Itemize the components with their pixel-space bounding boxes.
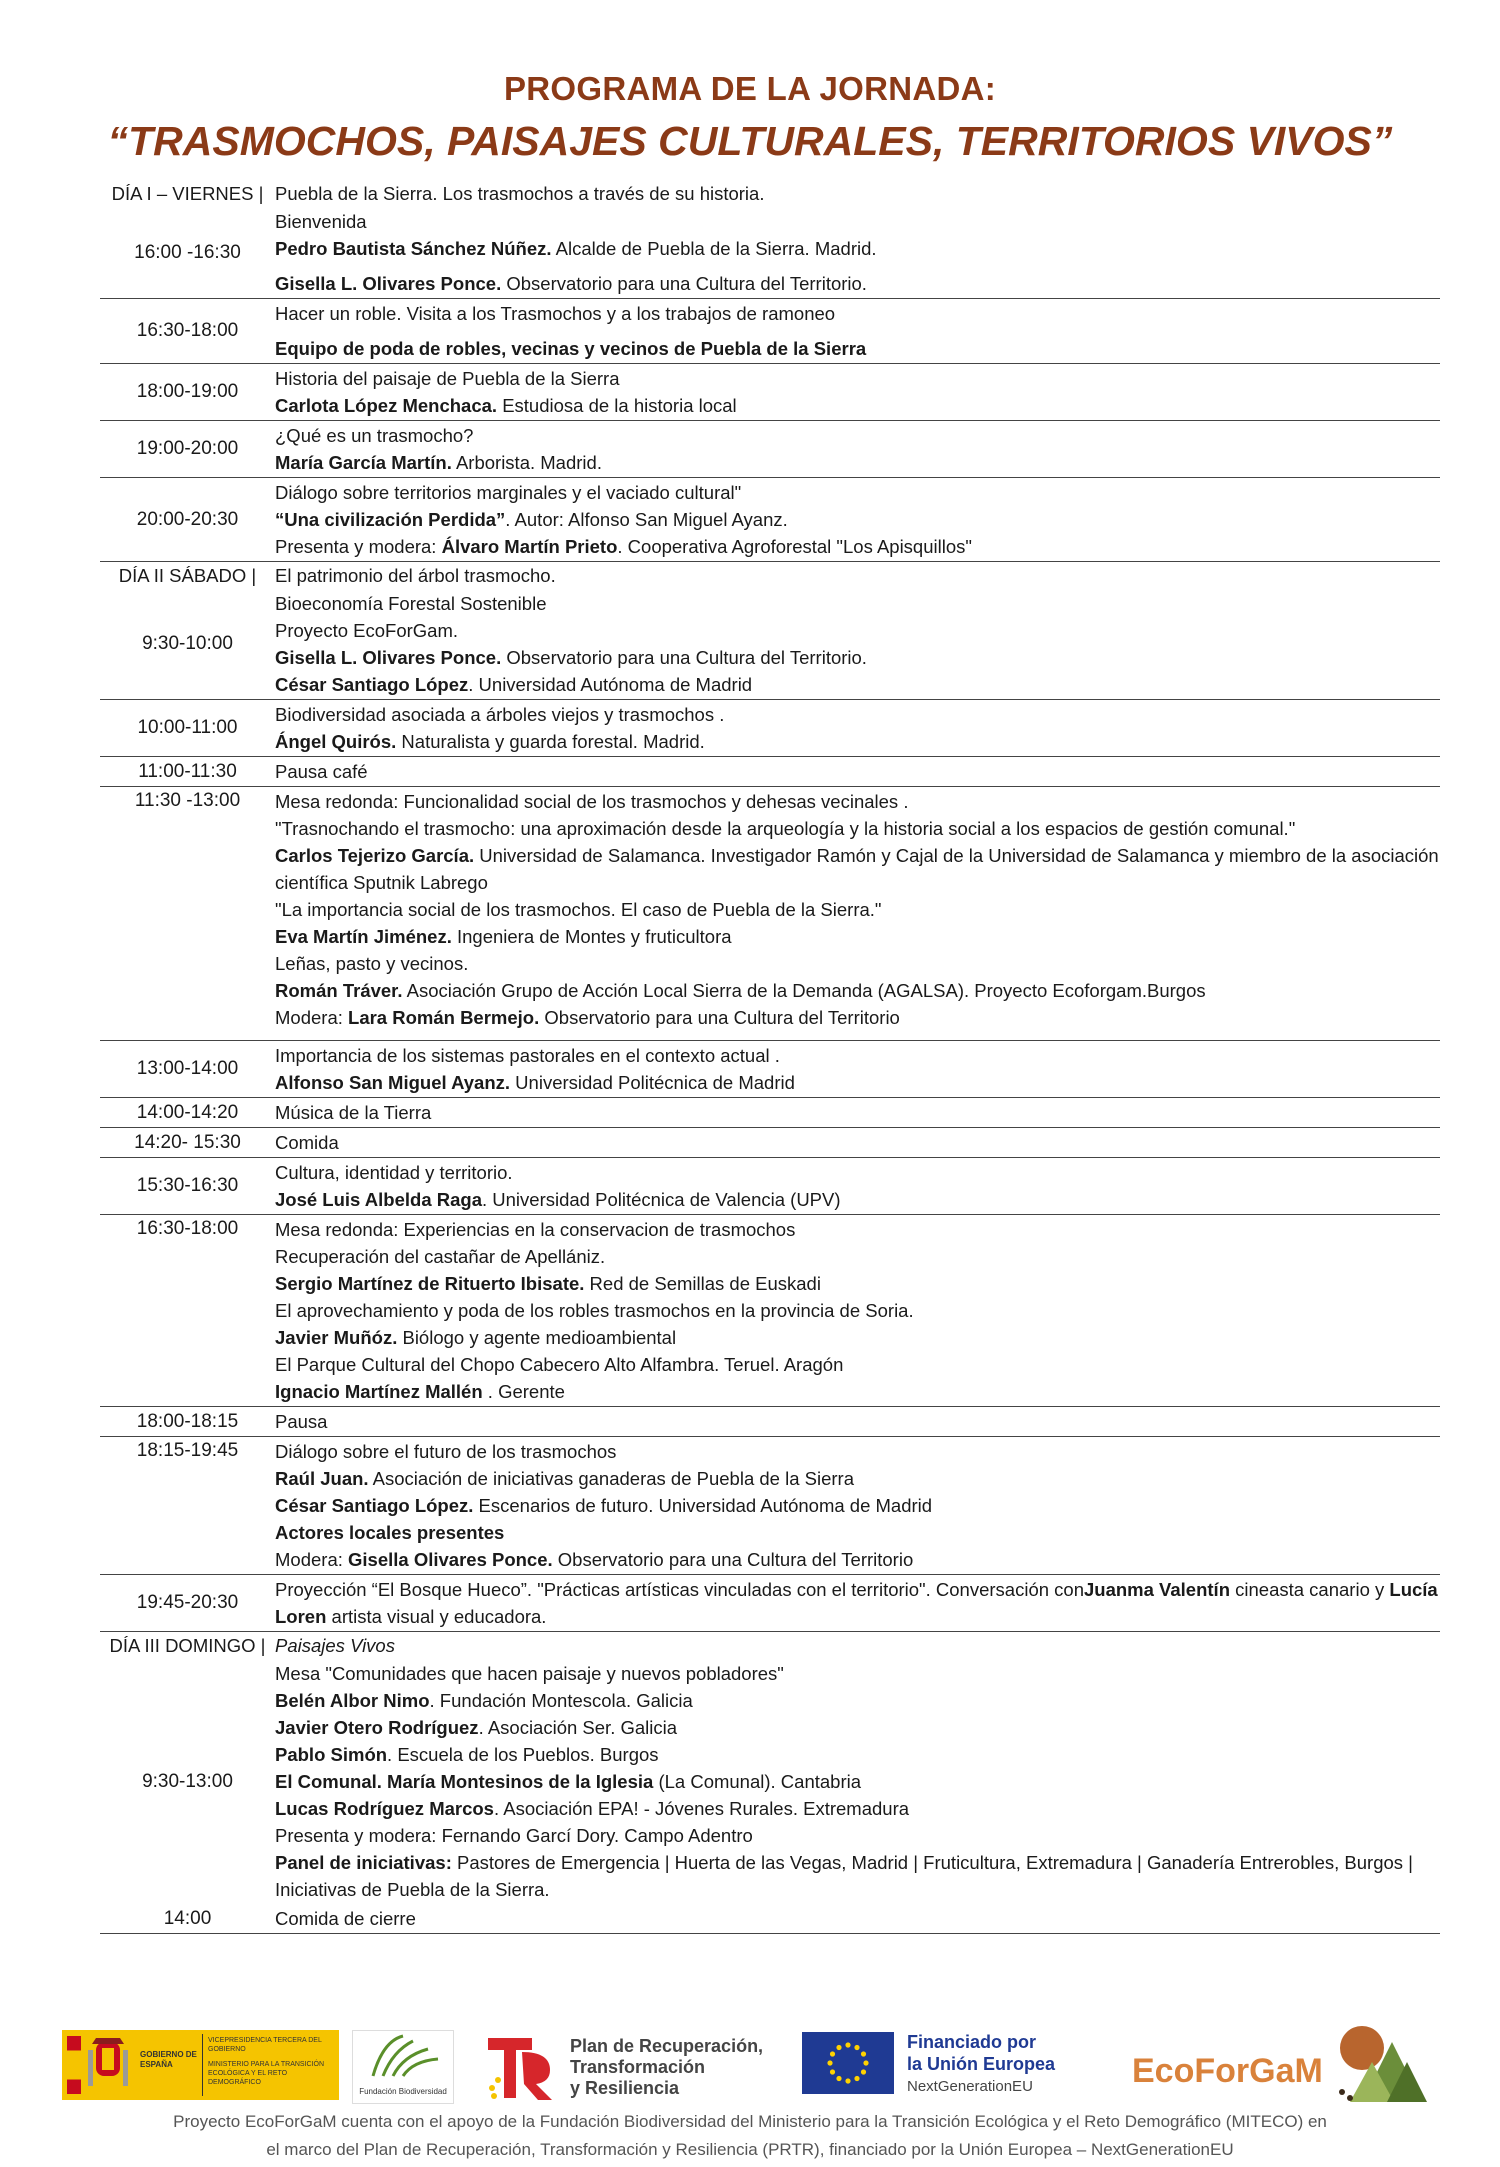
session-line: Sergio Martínez de Rituerto Ibisate. Red de Semillas de Euskadi xyxy=(275,1273,821,1294)
session-line: Presenta y modera: Álvaro Martín Prieto. Cooperativa Agroforestal "Los Apisquillos" xyxy=(275,536,972,557)
session-row xyxy=(100,787,1440,1041)
session-line: El Parque Cultural del Chopo Cabecero Alto Alfambra. Teruel. Aragón xyxy=(275,1354,844,1375)
day-theme: El patrimonio del árbol trasmocho. xyxy=(275,565,556,586)
eu-text: la Unión Europea xyxy=(907,2054,1056,2074)
session-line: Gisella L. Olivares Ponce. Observatorio para una Cultura del Territorio. xyxy=(275,273,867,294)
session-line: ¿Qué es un trasmocho? xyxy=(275,425,474,446)
session-line: Diálogo sobre el futuro de los trasmochos xyxy=(275,1441,617,1462)
session-row xyxy=(100,1904,1440,1934)
session-line: María García Martín. Arborista. Madrid. xyxy=(275,452,602,473)
session-line: Modera: Gisella Olivares Ponce. Observatorio para una Cultura del Territorio xyxy=(275,1549,914,1570)
spain-flag-icon xyxy=(67,2036,81,2094)
session-row xyxy=(100,757,1440,787)
session-time: 19:00-20:00 xyxy=(136,438,239,459)
session-row xyxy=(100,589,1440,700)
session-line: Ignacio Martínez Mallén . Gerente xyxy=(275,1381,565,1402)
day-1-header xyxy=(100,180,1440,207)
session-line: Lucas Rodríguez Marcos. Asociación EPA! - Jóvenes Rurales. Extremadura xyxy=(275,1798,910,1819)
session-line: César Santiago López. Escenarios de futuro. Universidad Autónoma de Madrid xyxy=(275,1495,933,1516)
session-time: 16:30-18:00 xyxy=(136,320,239,341)
session-time: 18:00-19:00 xyxy=(136,381,239,402)
day-label: DÍA I – VIERNES | xyxy=(111,183,264,204)
session-row xyxy=(100,700,1440,757)
session-line: Presenta y modera: Fernando Garcí Dory. Campo Adentro xyxy=(275,1825,753,1846)
day-2-header xyxy=(100,562,1440,589)
session-row xyxy=(100,299,1440,364)
ecoforgam-text: EcoForGaM xyxy=(1132,2052,1323,2090)
footer-line: el marco del Plan de Recuperación, Transformación y Resiliencia (PRTR), financiado por la Unión Europea – NextGenerationEU xyxy=(266,2140,1234,2159)
prtr-text: Plan de Recuperación, xyxy=(570,2036,764,2056)
session-line: César Santiago López. Universidad Autónoma de Madrid xyxy=(275,674,753,695)
prtr-icon xyxy=(482,2032,562,2102)
session-line: "Trasnochando el trasmocho: una aproximación desde la arqueología y la historia social a los espacios de gestión comunal." xyxy=(275,818,1296,839)
session-line: Raúl Juan. Asociación de iniciativas ganaderas de Puebla de la Sierra xyxy=(275,1468,854,1489)
session-time: 11:00-11:30 xyxy=(138,760,237,782)
session-time: 11:30 -13:00 xyxy=(134,790,241,811)
session-line: Panel de iniciativas: Pastores de Emergencia | Huerta de las Vegas, Madrid | Fruticultura, Extremadura | Ganadería Entrerobles, Burgos | Iniciativas de Puebla de la Sierra. xyxy=(275,1852,1413,1900)
session-line: Importancia de los sistemas pastorales en el contexto actual . xyxy=(275,1045,780,1066)
session-line: Comida de cierre xyxy=(275,1908,416,1929)
session-time: 18:00-18:15 xyxy=(136,1410,239,1432)
session-time: 9:30-10:00 xyxy=(142,633,233,654)
session-line: Bienvenida xyxy=(275,211,367,232)
session-time: 16:00 -16:30 xyxy=(134,241,241,263)
day-label: DÍA III DOMINGO | xyxy=(109,1635,266,1656)
session-line: Bioeconomía Forestal Sostenible xyxy=(275,593,547,614)
session-row xyxy=(100,1659,1440,1904)
session-line: Román Tráver. Asociación Grupo de Acción Local Sierra de la Demanda (AGALSA). Proyecto Ecoforgam.Burgos xyxy=(275,980,1206,1001)
session-line: Carlota López Menchaca. Estudiosa de la historia local xyxy=(275,395,737,416)
session-line: El aprovechamiento y poda de los robles trasmochos en la provincia de Soria. xyxy=(275,1300,914,1321)
session-line: El Comunal. María Montesinos de la Iglesia (La Comunal). Cantabria xyxy=(275,1771,862,1792)
session-time: 9:30-13:00 xyxy=(142,1770,233,1792)
fb-text: Fundación Biodiversidad xyxy=(359,2087,447,2096)
session-line: Carlos Tejerizo García. Universidad de Salamanca. Investigador Ramón y Cajal de la Universidad de Salamanca y miembro de la asociación científica Sputnik Labrego xyxy=(275,845,1439,893)
session-time: 15:30-16:30 xyxy=(136,1175,239,1196)
session-line: Pausa xyxy=(275,1411,328,1432)
session-row xyxy=(100,1575,1440,1632)
session-line: Gisella L. Olivares Ponce. Observatorio para una Cultura del Territorio. xyxy=(275,647,867,668)
session-line: Diálogo sobre territorios marginales y el vaciado cultural" xyxy=(275,482,742,503)
session-row xyxy=(100,1437,1440,1575)
session-line: Belén Albor Nimo. Fundación Montescola. Galicia xyxy=(275,1690,693,1711)
session-line: Actores locales presentes xyxy=(275,1522,505,1543)
session-line: Equipo de poda de robles, vecinas y vecinos de Puebla de la Sierra xyxy=(275,338,867,359)
prtr-text: Transformación xyxy=(570,2057,706,2077)
session-line: Pablo Simón. Escuela de los Pueblos. Burgos xyxy=(275,1744,659,1765)
session-row xyxy=(100,1158,1440,1215)
footer-note xyxy=(0,2108,1500,2164)
session-line: Cultura, identidad y territorio. xyxy=(275,1162,513,1183)
session-line: Biodiversidad asociada a árboles viejos y trasmochos . xyxy=(275,704,725,725)
session-time: 19:45-20:30 xyxy=(136,1592,239,1613)
session-line: Modera: Lara Román Bermejo. Observatorio para una Cultura del Territorio xyxy=(275,1007,900,1028)
eu-text: NextGenerationEU xyxy=(907,2078,1033,2095)
session-line: Música de la Tierra xyxy=(275,1102,432,1123)
prtr-text: y Resiliencia xyxy=(570,2078,680,2098)
session-time: 14:20- 15:30 xyxy=(134,1131,241,1153)
session-row xyxy=(100,1098,1440,1128)
session-row xyxy=(100,1128,1440,1158)
session-time: 10:00-11:00 xyxy=(137,717,238,738)
session-line: Comida xyxy=(275,1132,339,1153)
session-line: Recuperación del castañar de Apellániz. xyxy=(275,1246,606,1267)
prtr-logo xyxy=(482,2032,782,2104)
session-line: Mesa redonda: Experiencias en la conservacion de trasmochos xyxy=(275,1219,796,1240)
day-label: DÍA II SÁBADO | xyxy=(118,565,257,586)
session-line: Javier Otero Rodríguez. Asociación Ser. Galicia xyxy=(275,1717,678,1738)
session-line: Proyecto EcoForGam. xyxy=(275,620,459,641)
eu-logo xyxy=(802,2032,1092,2104)
eu-flag-icon xyxy=(802,2032,894,2094)
ecoforgam-trees-icon xyxy=(1322,2022,1432,2110)
gobierno-espana-logo xyxy=(62,2030,339,2100)
session-line: Mesa "Comunidades que hacen paisaje y nuevos pobladores" xyxy=(275,1663,784,1684)
session-row xyxy=(100,421,1440,478)
session-line: Proyección “El Bosque Hueco”. "Prácticas artísticas vinculadas con el territorio". Conversación conJuanma Valentín cineasta canario y Lucía Loren artista visual y educadora. xyxy=(275,1579,1438,1627)
ecoforgam-logo xyxy=(1132,2022,1432,2110)
fundacion-biodiversidad-logo xyxy=(352,2030,454,2104)
session-line: Pedro Bautista Sánchez Núñez. Alcalde de Puebla de la Sierra. Madrid. xyxy=(275,238,877,259)
program-title: PROGRAMA DE LA JORNADA: xyxy=(503,70,997,107)
session-line: Historia del paisaje de Puebla de la Sierra xyxy=(275,368,620,389)
program-subtitle: “TRASMOCHOS, PAISAJES CULTURALES, TERRITORIOS VIVOS” xyxy=(107,118,1393,164)
session-time: 14:00 xyxy=(163,1907,212,1929)
gov-text: GOBIERNO DE ESPAÑA xyxy=(140,2050,197,2069)
session-line: Eva Martín Jiménez. Ingeniera de Montes y fruticultora xyxy=(275,926,732,947)
coat-of-arms-icon xyxy=(86,2036,130,2094)
footer-line: Proyecto EcoForGaM cuenta con el apoyo de la Fundación Biodiversidad del Ministerio para la Transición Ecológica y el Reto Demográfico (MITECO) en xyxy=(173,2112,1327,2131)
session-line: Mesa redonda: Funcionalidad social de los trasmochos y dehesas vecinales . xyxy=(275,791,909,812)
sponsor-logos xyxy=(62,2020,1442,2120)
session-row xyxy=(100,1407,1440,1437)
session-row xyxy=(100,478,1440,562)
session-row xyxy=(100,364,1440,421)
session-time: 16:30-18:00 xyxy=(136,1218,239,1239)
session-time: 13:00-14:00 xyxy=(136,1058,239,1079)
gov-text: VICEPRESIDENCIA TERCERA DEL GOBIERNO xyxy=(208,2037,322,2053)
session-row xyxy=(100,1215,1440,1407)
schedule xyxy=(100,180,1440,1934)
session-line: "La importancia social de los trasmochos. El caso de Puebla de la Sierra." xyxy=(275,899,882,920)
grass-icon xyxy=(353,2031,453,2081)
session-row xyxy=(100,207,1440,299)
day-theme: Puebla de la Sierra. Los trasmochos a través de su historia. xyxy=(275,183,765,204)
day-theme: Paisajes Vivos xyxy=(275,1635,395,1656)
session-row xyxy=(100,1041,1440,1098)
session-line: “Una civilización Perdida”. Autor: Alfonso San Miguel Ayanz. xyxy=(275,509,788,530)
session-line: Ángel Quirós. Naturalista y guarda forestal. Madrid. xyxy=(275,731,705,752)
session-line: Javier Muñóz. Biólogo y agente medioambiental xyxy=(275,1327,677,1348)
session-line: José Luis Albelda Raga. Universidad Politécnica de Valencia (UPV) xyxy=(275,1189,841,1210)
session-line: Leñas, pasto y vecinos. xyxy=(275,953,469,974)
day-3-header xyxy=(100,1632,1440,1659)
session-line: Alfonso San Miguel Ayanz. Universidad Politécnica de Madrid xyxy=(275,1072,795,1093)
session-time: 18:15-19:45 xyxy=(136,1440,239,1461)
session-time: 14:00-14:20 xyxy=(136,1101,239,1123)
session-line: Pausa café xyxy=(275,761,368,782)
eu-text: Financiado por xyxy=(907,2032,1037,2052)
session-time: 20:00-20:30 xyxy=(136,508,239,530)
session-line: Hacer un roble. Visita a los Trasmochos y a los trabajos de ramoneo xyxy=(275,303,836,324)
gov-text: MINISTERIO PARA LA TRANSICIÓN ECOLÓGICA Y EL RETO DEMOGRÁFICO xyxy=(208,2061,325,2086)
